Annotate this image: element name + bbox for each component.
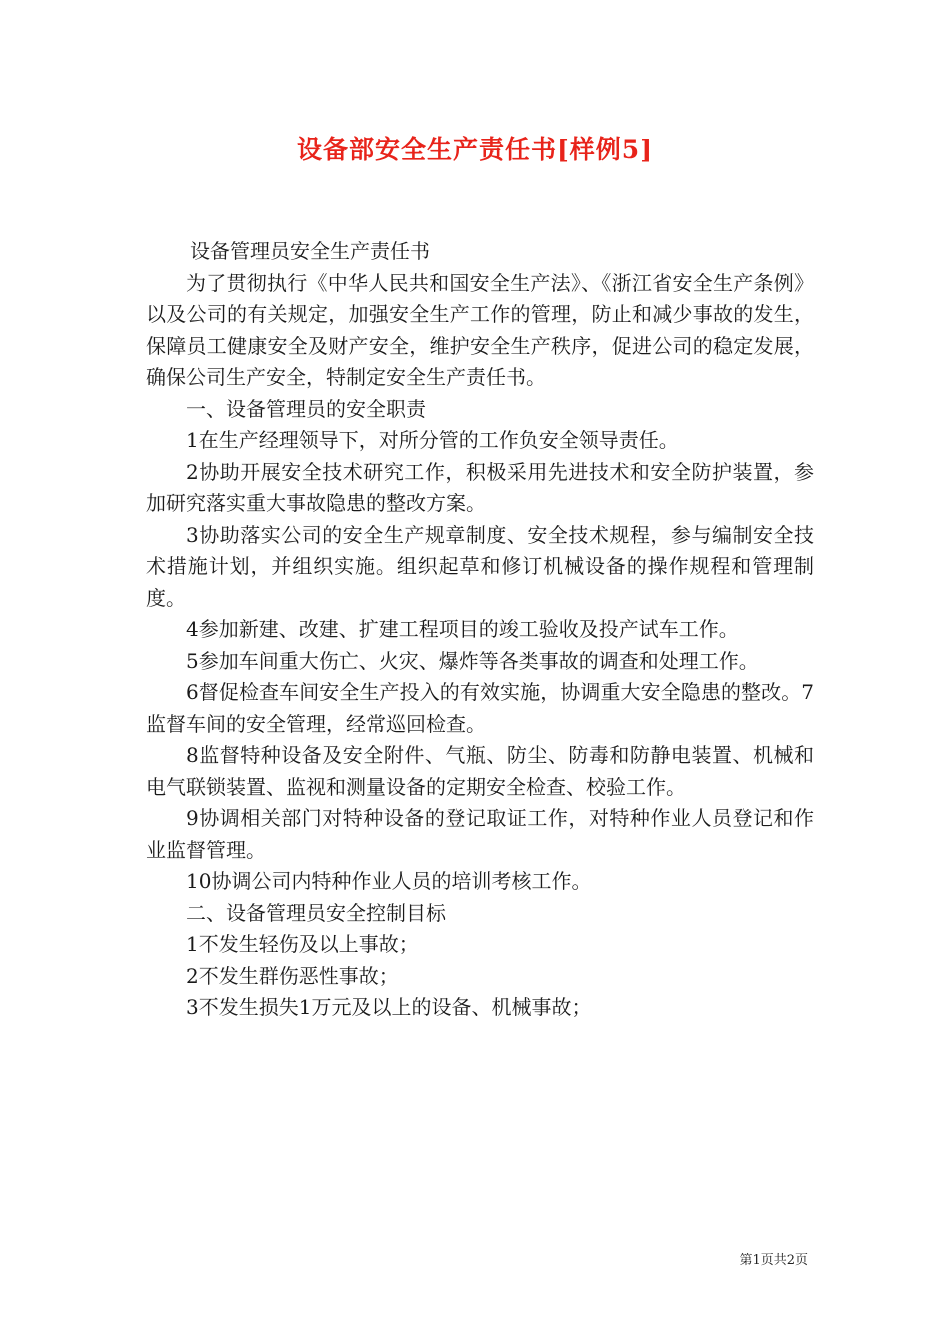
duty-item-5: 5参加车间重大伤亡、火灾、爆炸等各类事故的调查和处理工作。 [186,648,759,673]
duty-item-10: 10协调公司内特种作业人员的培训考核工作。 [186,869,592,893]
duty-item-9: 9协调相关部门对特种设备的登记取证工作，对特种作业人员登记和作业监督管理。 [146,806,814,862]
duty-item-3: 3协助落实公司的安全生产规章制度、安全技术规程，参与编制安全技术措施计划，并组织实施。组织起草和修订机械设备的操作规程和管理制度。 [146,522,814,610]
target-item-2: 2不发生群伤恶性事故； [186,963,399,988]
duty-item-4: 4参加新建、改建、扩建工程项目的竣工验收及投产试车工作。 [186,617,739,641]
section-heading-duties: 一、设备管理员的安全职责 [186,396,426,421]
page-number: 第1页共2页 [739,1253,808,1268]
document-title: 设备部安全生产责任书[样例5] [296,135,654,164]
section-heading-targets: 二、设备管理员安全控制目标 [186,900,446,925]
duty-item-2: 2协助开展安全技术研究工作，积极采用先进技术和安全防护装置，参加研究落实重大事故隐患的整改方案。 [146,459,814,515]
target-item-3: 3不发生损失1万元及以上的设备、机械事故； [186,995,592,1019]
target-item-1: 1不发生轻伤及以上事故； [186,932,419,956]
paragraph-intro: 为了贯彻执行《中华人民共和国安全生产法》、《浙江省安全生产条例》以及公司的有关规定，加强安全生产工作的管理，防止和减少事故的发生，保障员工健康安全及财产安全，维护安全生产秩序，促进公司的稳定发展，确保公司生产安全，特制定安全生产责任书。 [146,270,814,389]
document-body [146,236,814,1024]
document-subtitle: 设备管理员安全生产责任书 [190,239,430,263]
duty-item-1: 1在生产经理领导下，对所分管的工作负安全领导责任。 [186,428,679,452]
duty-item-8: 8监督特种设备及安全附件、气瓶、防尘、防毒和防静电装置、机械和电气联锁装置、监视和测量设备的定期安全检查、校验工作。 [146,743,814,799]
duty-item-6-7: 6督促检查车间安全生产投入的有效实施，协调重大安全隐患的整改。7监督车间的安全管理，经常巡回检查。 [146,680,814,736]
